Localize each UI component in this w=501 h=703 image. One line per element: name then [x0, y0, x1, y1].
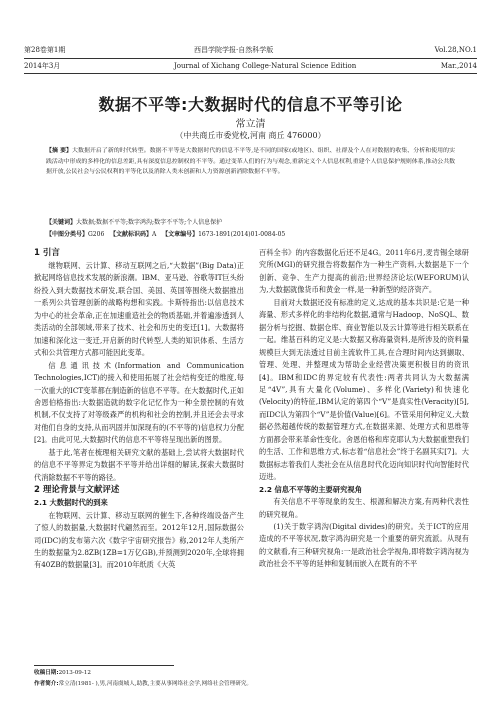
- paragraph: 基于此,笔者在梳理相关研究文献的基础上,尝试将大数据时代的信息不平等界定为数据不平等并给出详细的解读,探索大数据时代消除数据不平等的路径。: [34, 447, 244, 482]
- received-label: 收稿日期:: [34, 670, 59, 676]
- section-heading-2: 2 理论背景与文献评述: [34, 485, 120, 496]
- paragraph: 在物联网、云计算、移动互联网的催生下,各种终端设备产生了惊人的数据量,大数据时代翩然而至。2012年12月,国际数据公司(IDC)的发布第六次《数字宇宙研究报告》称,2012年人类所产生的数据量为2.8ZB(1ZB=1万亿GB),并预测到2020年,全球将拥有40ZB的数据量[3]。而2010年纸质《大英: [34, 510, 244, 570]
- author-affiliation: （中共商丘市委党校,河南 商丘 476000）: [175, 131, 326, 140]
- header-rule-lower: [24, 73, 477, 74]
- article-id-label: 【文章编号】: [162, 231, 199, 238]
- paragraph: (1)关于数字鸿沟(Digital divides)的研究。关于ICT的应用造成的不平等状况,数字鸿沟研究是一个重要的研究流派。从现有的文献看,有三种研究视角:一是政治社会学视角,即将数字鸿沟视为政治社会不平等的延伸和复制而嵌入在既有的不平: [259, 521, 469, 569]
- author-bio-label: 作者简介:: [34, 681, 59, 687]
- section-heading-1: 1 引言: [34, 248, 60, 258]
- date-cn: 2014年3月: [24, 62, 61, 70]
- doc-code-value: A: [152, 231, 157, 238]
- left-column: [34, 247, 244, 572]
- volume-en: Vol.28,NO.1: [434, 46, 477, 54]
- subsection-heading-2-2: 2.2 信息不平等的主要研究视角: [259, 484, 363, 494]
- author-bio-text: 常立清(1981- ),男,河南虞城人,助教,主要从事网络社会学,网络社会管理研究。: [58, 681, 253, 687]
- keywords: [46, 218, 455, 228]
- paragraph: 继物联网、云计算、移动互联网之后,“大数据”(Big Data)正掀起网络信息技术发展的新浪潮。IBM、亚马逊、谷歌等IT巨头纷纷投入到大数据技术研发,联合国、美国、英国等围绕大数据推出一系列公共管理创新的战略构想和实践。卡斯特指出:以信息技术为中心的社会革命,正在加速重造社会的物质基础,并着遍渗透到人类活动的全部领域,带来了技术、社会和历史的变迁[1]。大数据将加速和深化这一变迁,开启新的时代转型,人类的知识体系、生活方式和公共管理方式都可能因此变革。: [34, 261, 244, 358]
- subsection-heading-2-1: 2.1 大数据时代的到来: [34, 498, 108, 508]
- paragraph: 有关信息不平等现象的发生、根源和解决方案,有两种代表性的研究视角。: [259, 497, 469, 519]
- received-date: [34, 669, 477, 678]
- article-title: 数据不平等:大数据时代的信息不平等引论: [98, 95, 403, 114]
- header-rule: [24, 58, 477, 59]
- journal-name-cn: 西昌学院学报·自然科学版: [194, 46, 274, 54]
- author-bio: [34, 680, 477, 689]
- clc-label: 【中图分类号】: [46, 231, 89, 238]
- paragraph: 信息通讯技术(Information and Communication Technologies,ICT)的接入和使用拓展了社会结构变迁的维度,每一次重大的ICT变革都在制造新的信息不平等。在大数据时代,正如舍恩伯格指出:大数据造就的数字化记忆作为一种全景控制的有效机制,不仅支持了对等级森严的机构和社会的控制,并且还会去寻求对他们自身的支持,从而巩固并加深现有的(不平等的)信息权力分配[2]。由此可见,大数据时代的信息不平等将呈现出新的图景。: [34, 360, 244, 445]
- journal-name-en: Journal of Xichang College·Natural Science Edition: [174, 62, 357, 70]
- volume-cn: 第28卷第1期: [24, 46, 66, 54]
- abstract-label: 【摘 要】: [46, 148, 73, 154]
- abstract: [46, 146, 455, 178]
- abstract-text: 大数据开启了新的时代转型。数据不平等是大数据时代的信息不平等,是不同的国家(或地区)、组织、社群及个人在对数据的收集、分析和使用的实践活动中形成的多样化的信息差距,具有深度信息控制权的不平等。通过变革人们的行为与观念,重新定义个人信息权利,重建个人信息保护规则体系,推动公共数据开放,公民社会与公民权利的平等化以及消除人类未创新和人力资源创新消除数据不平等。: [46, 148, 455, 176]
- keywords-label: 【关键词】: [46, 219, 77, 226]
- article-id-value: 1673-1891(2014)01-0084-05: [198, 231, 286, 238]
- classification-line: [46, 230, 455, 240]
- date-en: Mar.,2014: [440, 62, 477, 70]
- keywords-text: 大数据;数据不平等;数字鸿沟;数字不平等;个人信息保护: [76, 219, 223, 226]
- paragraph: 百科全书》的内容数据化后还不足4G。2011年6月,麦肯锡全球研究所(MGI)的研究报告将数据作为一种生产资料,大数据是下一个创新、竞争、生产力提高的前沿;世界经济论坛(WEFORUM)认为,大数据就像货币和黄金一样,是一种新型的经济资产。: [259, 248, 469, 295]
- right-column: [259, 247, 469, 571]
- author-name: 常立清: [235, 119, 266, 130]
- doc-code-label: 【文献标识码】: [110, 231, 153, 238]
- paragraph: 目前对大数据还没有标准的定义,达成的基本共识是:它是一种海量、形式多样化的非结构化数据,通常与Hadoop、NoSQL、数据分析与挖掘、数据仓库、商业智能以及云计算等进行相关联系在一起。维基百科的定义是:大数据又称海量资料,是所涉及的资料量规模巨大到无法透过目前主流软件工具,在合理时间内达到撷取、管理、处理、并整理成为帮助企业经营决策更积极目的的资讯[4]。IBM和IDC的界定较有代表性:两者共同认为大数据满足“4V”,具有大量化(Volume)、多样化(Variety)和快速化(Velocity)的特征,IBM认定的第四个“V”是真实性(Veracity)[5],而IDC认为第四个“V”是价值(Value)[6]。不管采用何种定义,大数据必然超越传统的数据管理方式,在数据来源、处理方式和思维等方面都会带来革命性变化。舍恩伯格和库克耶认为大数据重塑我们的生活、工作和思维方式,标志着“信息社会”终于名副其实[7]。大数据标志着我们人类社会在从信息时代化迈向知识时代向智能时代迈进。: [259, 297, 469, 482]
- footnote-rule: [34, 665, 174, 666]
- received-value: 2013-09-12: [58, 670, 91, 676]
- clc-value: G206: [88, 231, 105, 238]
